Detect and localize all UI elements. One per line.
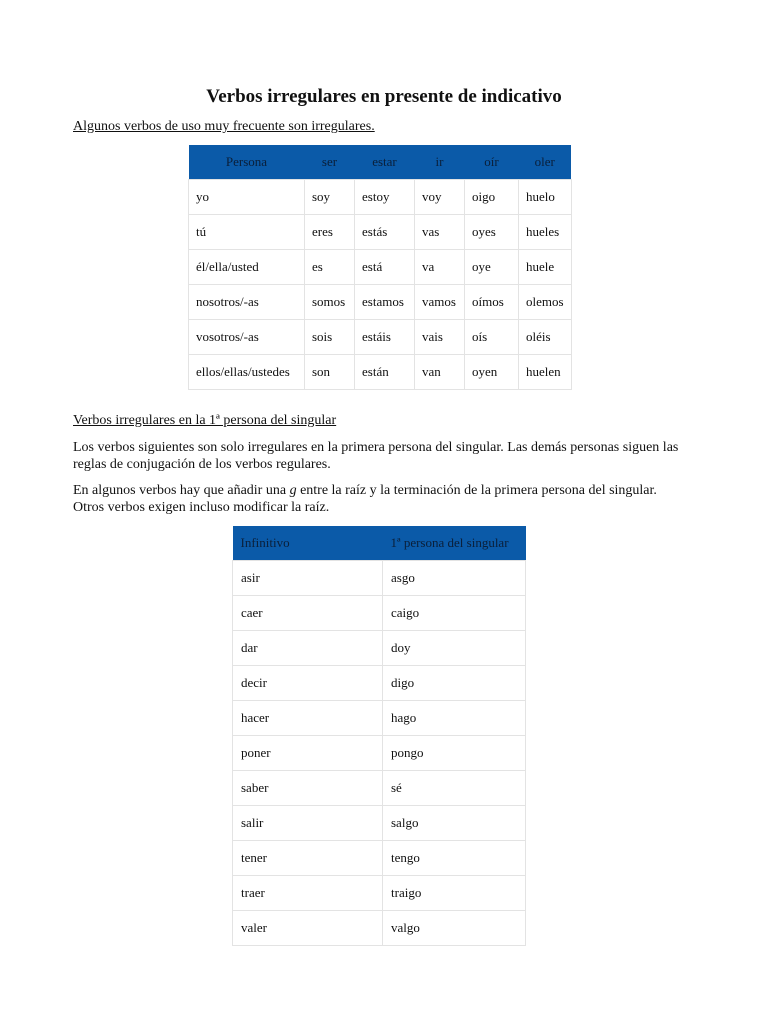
table-cell: digo xyxy=(383,666,526,701)
table-cell: decir xyxy=(233,666,383,701)
page-title: Verbos irregulares en presente de indicativo xyxy=(206,86,562,107)
table-cell: huelen xyxy=(519,355,572,390)
table-cell: vamos xyxy=(415,285,465,320)
table-cell: nosotros/-as xyxy=(189,285,305,320)
table-cell: hacer xyxy=(233,701,383,736)
table-cell: oye xyxy=(465,250,519,285)
paragraph-first xyxy=(73,439,703,473)
table-cell: asgo xyxy=(383,561,526,596)
paragraph-text: entre la raíz y la terminación de la primera persona del singular. xyxy=(296,483,657,498)
table-header-row xyxy=(189,145,572,180)
table-row xyxy=(189,355,572,390)
column-header: ir xyxy=(415,145,465,180)
paragraph-line: Otros verbos exigen incluso modificar la raíz. xyxy=(73,500,330,515)
table-cell: son xyxy=(305,355,355,390)
table-row xyxy=(189,215,572,250)
table-row xyxy=(233,911,526,946)
table-cell: vais xyxy=(415,320,465,355)
table-cell: voy xyxy=(415,180,465,215)
section-subtitle: Verbos irregulares en la 1ª persona del singular xyxy=(73,413,337,428)
table-cell: poner xyxy=(233,736,383,771)
table-cell: tener xyxy=(233,841,383,876)
table-body xyxy=(189,180,572,390)
table-row xyxy=(189,320,572,355)
table-cell: están xyxy=(355,355,415,390)
paragraph-line xyxy=(73,482,703,499)
table-row xyxy=(233,876,526,911)
table-body xyxy=(233,561,526,946)
paragraph-second xyxy=(73,482,703,516)
column-header: ser xyxy=(305,145,355,180)
table-row xyxy=(189,180,572,215)
table-cell: ellos/ellas/ustedes xyxy=(189,355,305,390)
table-cell: oís xyxy=(465,320,519,355)
table-header-row xyxy=(233,526,526,561)
table-row xyxy=(233,631,526,666)
table-cell: hueles xyxy=(519,215,572,250)
table-cell: vosotros/-as xyxy=(189,320,305,355)
column-header: oír xyxy=(465,145,519,180)
table-row xyxy=(233,736,526,771)
table-row xyxy=(233,561,526,596)
table-cell: es xyxy=(305,250,355,285)
table-cell: él/ella/usted xyxy=(189,250,305,285)
table-row xyxy=(233,596,526,631)
column-header: oler xyxy=(519,145,572,180)
table-cell: caigo xyxy=(383,596,526,631)
table-cell: doy xyxy=(383,631,526,666)
intro-text: Algunos verbos de uso muy frecuente son irregulares. xyxy=(73,119,375,134)
table-cell: estáis xyxy=(355,320,415,355)
column-header: Infinitivo xyxy=(233,526,383,561)
table-cell: oímos xyxy=(465,285,519,320)
table-row xyxy=(233,771,526,806)
column-header: 1ª persona del singular xyxy=(383,526,526,561)
table-cell: tengo xyxy=(383,841,526,876)
column-header: Persona xyxy=(189,145,305,180)
table-cell: soy xyxy=(305,180,355,215)
table-cell: asir xyxy=(233,561,383,596)
table-row xyxy=(233,666,526,701)
table-cell: valer xyxy=(233,911,383,946)
table-cell: salir xyxy=(233,806,383,841)
table-cell: hago xyxy=(383,701,526,736)
table-cell: oyes xyxy=(465,215,519,250)
table-cell: va xyxy=(415,250,465,285)
table-cell: pongo xyxy=(383,736,526,771)
paragraph-text: En algunos verbos hay que añadir una xyxy=(73,483,290,498)
table-cell: salgo xyxy=(383,806,526,841)
table-cell: valgo xyxy=(383,911,526,946)
table-cell: sé xyxy=(383,771,526,806)
table-cell: traigo xyxy=(383,876,526,911)
table-cell: huelo xyxy=(519,180,572,215)
table-row xyxy=(189,250,572,285)
table-cell: caer xyxy=(233,596,383,631)
table-row xyxy=(233,806,526,841)
table-row xyxy=(233,701,526,736)
paragraph-line: reglas de conjugación de los verbos regulares. xyxy=(73,457,331,472)
table-cell: olemos xyxy=(519,285,572,320)
column-header: estar xyxy=(355,145,415,180)
table-cell: estás xyxy=(355,215,415,250)
table-cell: oyen xyxy=(465,355,519,390)
table-cell: traer xyxy=(233,876,383,911)
table-cell: saber xyxy=(233,771,383,806)
table-cell: vas xyxy=(415,215,465,250)
table-cell: huele xyxy=(519,250,572,285)
table-cell: está xyxy=(355,250,415,285)
table-cell: estoy xyxy=(355,180,415,215)
table-cell: van xyxy=(415,355,465,390)
paragraph-emphasis: g xyxy=(289,483,297,498)
table-cell: somos xyxy=(305,285,355,320)
table-row xyxy=(189,285,572,320)
table-cell: dar xyxy=(233,631,383,666)
table-row xyxy=(233,841,526,876)
irregular-verbs-table xyxy=(188,145,572,390)
table-cell: yo xyxy=(189,180,305,215)
table-cell: sois xyxy=(305,320,355,355)
first-person-verbs-table xyxy=(232,526,526,946)
table-cell: estamos xyxy=(355,285,415,320)
table-cell: tú xyxy=(189,215,305,250)
paragraph-line: Los verbos siguientes son solo irregulares en la primera persona del singular. Las demás personas siguen las xyxy=(73,440,679,455)
table-cell: oléis xyxy=(519,320,572,355)
table-cell: oigo xyxy=(465,180,519,215)
table-cell: eres xyxy=(305,215,355,250)
